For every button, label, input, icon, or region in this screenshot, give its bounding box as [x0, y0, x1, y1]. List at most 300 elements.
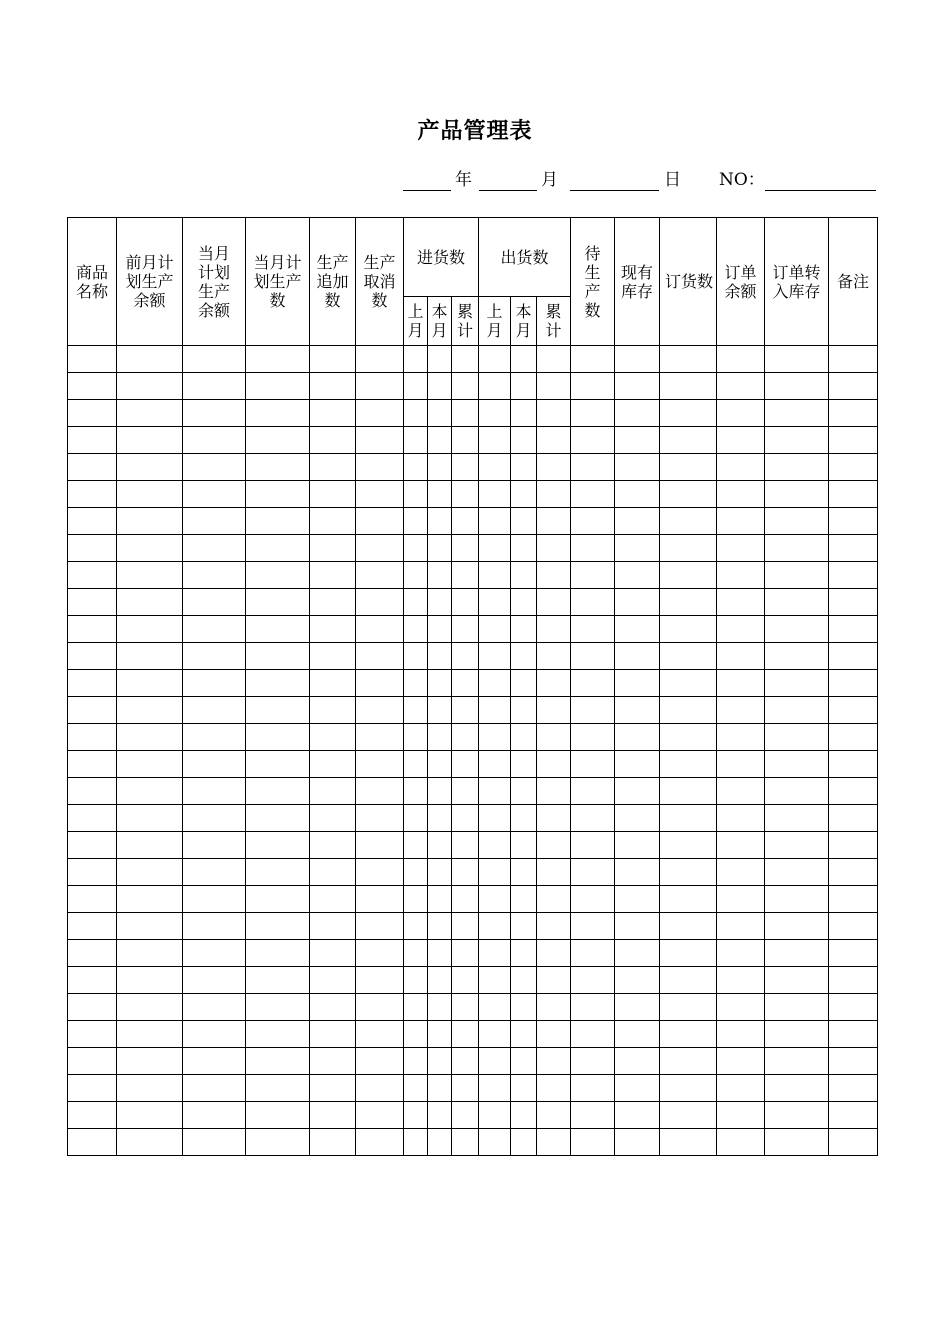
table-cell[interactable] — [615, 940, 660, 967]
table-cell[interactable] — [615, 589, 660, 616]
table-cell[interactable] — [310, 994, 356, 1021]
table-cell[interactable] — [571, 427, 615, 454]
table-cell[interactable] — [765, 670, 829, 697]
table-cell[interactable] — [615, 697, 660, 724]
table-cell[interactable] — [246, 616, 310, 643]
table-cell[interactable] — [310, 1021, 356, 1048]
table-cell[interactable] — [117, 832, 183, 859]
table-cell[interactable] — [117, 643, 183, 670]
table-cell[interactable] — [511, 886, 537, 913]
table-cell[interactable] — [717, 913, 765, 940]
table-cell[interactable] — [479, 1021, 511, 1048]
table-cell[interactable] — [615, 751, 660, 778]
table-cell[interactable] — [310, 589, 356, 616]
table-cell[interactable] — [117, 886, 183, 913]
table-cell[interactable] — [537, 859, 571, 886]
table-cell[interactable] — [310, 481, 356, 508]
table-cell[interactable] — [404, 994, 428, 1021]
table-cell[interactable] — [404, 589, 428, 616]
table-cell[interactable] — [571, 400, 615, 427]
table-cell[interactable] — [765, 616, 829, 643]
table-cell[interactable] — [310, 832, 356, 859]
table-cell[interactable] — [117, 778, 183, 805]
table-cell[interactable] — [537, 913, 571, 940]
table-cell[interactable] — [660, 751, 717, 778]
table-cell[interactable] — [571, 994, 615, 1021]
table-cell[interactable] — [452, 562, 479, 589]
table-cell[interactable] — [717, 886, 765, 913]
table-cell[interactable] — [68, 373, 117, 400]
table-cell[interactable] — [310, 616, 356, 643]
table-cell[interactable] — [404, 1129, 428, 1156]
table-cell[interactable] — [615, 1075, 660, 1102]
table-cell[interactable] — [717, 1021, 765, 1048]
table-cell[interactable] — [404, 346, 428, 373]
table-cell[interactable] — [356, 805, 404, 832]
table-cell[interactable] — [829, 859, 878, 886]
table-cell[interactable] — [615, 670, 660, 697]
table-cell[interactable] — [479, 346, 511, 373]
table-cell[interactable] — [404, 967, 428, 994]
table-cell[interactable] — [428, 643, 452, 670]
table-cell[interactable] — [246, 994, 310, 1021]
table-cell[interactable] — [537, 697, 571, 724]
table-cell[interactable] — [246, 1075, 310, 1102]
table-cell[interactable] — [511, 454, 537, 481]
table-cell[interactable] — [717, 508, 765, 535]
table-cell[interactable] — [356, 1075, 404, 1102]
table-cell[interactable] — [68, 859, 117, 886]
table-cell[interactable] — [765, 1075, 829, 1102]
table-cell[interactable] — [404, 1075, 428, 1102]
table-cell[interactable] — [117, 1102, 183, 1129]
table-cell[interactable] — [765, 589, 829, 616]
table-cell[interactable] — [537, 724, 571, 751]
table-cell[interactable] — [246, 562, 310, 589]
table-cell[interactable] — [479, 913, 511, 940]
table-cell[interactable] — [479, 670, 511, 697]
table-cell[interactable] — [68, 1102, 117, 1129]
table-cell[interactable] — [829, 373, 878, 400]
table-cell[interactable] — [117, 454, 183, 481]
table-cell[interactable] — [183, 616, 246, 643]
table-cell[interactable] — [717, 724, 765, 751]
table-cell[interactable] — [615, 913, 660, 940]
table-cell[interactable] — [68, 562, 117, 589]
table-cell[interactable] — [428, 454, 452, 481]
table-cell[interactable] — [428, 589, 452, 616]
table-cell[interactable] — [183, 508, 246, 535]
table-cell[interactable] — [571, 805, 615, 832]
table-cell[interactable] — [404, 697, 428, 724]
table-cell[interactable] — [717, 562, 765, 589]
table-cell[interactable] — [829, 697, 878, 724]
table-cell[interactable] — [537, 346, 571, 373]
table-cell[interactable] — [310, 1102, 356, 1129]
table-cell[interactable] — [68, 346, 117, 373]
table-cell[interactable] — [183, 886, 246, 913]
table-cell[interactable] — [117, 805, 183, 832]
table-cell[interactable] — [246, 751, 310, 778]
table-cell[interactable] — [660, 562, 717, 589]
table-cell[interactable] — [68, 454, 117, 481]
table-cell[interactable] — [183, 1021, 246, 1048]
table-cell[interactable] — [356, 994, 404, 1021]
table-cell[interactable] — [310, 454, 356, 481]
table-cell[interactable] — [511, 346, 537, 373]
table-cell[interactable] — [615, 805, 660, 832]
table-cell[interactable] — [428, 994, 452, 1021]
table-cell[interactable] — [511, 535, 537, 562]
table-cell[interactable] — [310, 859, 356, 886]
table-cell[interactable] — [428, 859, 452, 886]
table-cell[interactable] — [404, 940, 428, 967]
table-cell[interactable] — [511, 1048, 537, 1075]
table-cell[interactable] — [68, 670, 117, 697]
table-cell[interactable] — [404, 481, 428, 508]
table-cell[interactable] — [829, 967, 878, 994]
table-cell[interactable] — [117, 346, 183, 373]
table-cell[interactable] — [356, 1102, 404, 1129]
table-cell[interactable] — [660, 454, 717, 481]
table-cell[interactable] — [404, 535, 428, 562]
table-cell[interactable] — [428, 508, 452, 535]
table-cell[interactable] — [452, 805, 479, 832]
table-cell[interactable] — [452, 832, 479, 859]
table-cell[interactable] — [511, 724, 537, 751]
table-cell[interactable] — [537, 427, 571, 454]
table-cell[interactable] — [660, 967, 717, 994]
table-cell[interactable] — [479, 940, 511, 967]
month-field[interactable] — [479, 168, 537, 191]
table-cell[interactable] — [765, 967, 829, 994]
table-cell[interactable] — [765, 940, 829, 967]
table-cell[interactable] — [117, 859, 183, 886]
table-cell[interactable] — [246, 670, 310, 697]
table-cell[interactable] — [404, 859, 428, 886]
table-cell[interactable] — [571, 346, 615, 373]
table-cell[interactable] — [428, 967, 452, 994]
table-cell[interactable] — [571, 859, 615, 886]
table-cell[interactable] — [660, 1075, 717, 1102]
table-cell[interactable] — [68, 1075, 117, 1102]
table-cell[interactable] — [615, 427, 660, 454]
table-cell[interactable] — [183, 1048, 246, 1075]
table-cell[interactable] — [829, 508, 878, 535]
table-cell[interactable] — [660, 859, 717, 886]
table-cell[interactable] — [479, 643, 511, 670]
table-cell[interactable] — [183, 346, 246, 373]
table-cell[interactable] — [310, 643, 356, 670]
table-cell[interactable] — [717, 373, 765, 400]
table-cell[interactable] — [660, 697, 717, 724]
table-cell[interactable] — [717, 643, 765, 670]
table-cell[interactable] — [356, 346, 404, 373]
table-cell[interactable] — [68, 1129, 117, 1156]
table-cell[interactable] — [68, 643, 117, 670]
table-cell[interactable] — [428, 346, 452, 373]
table-cell[interactable] — [829, 454, 878, 481]
table-cell[interactable] — [428, 778, 452, 805]
table-cell[interactable] — [310, 913, 356, 940]
table-cell[interactable] — [356, 400, 404, 427]
table-cell[interactable] — [246, 535, 310, 562]
table-cell[interactable] — [571, 1102, 615, 1129]
table-cell[interactable] — [246, 724, 310, 751]
table-cell[interactable] — [452, 670, 479, 697]
table-cell[interactable] — [404, 454, 428, 481]
table-cell[interactable] — [829, 1075, 878, 1102]
table-cell[interactable] — [68, 400, 117, 427]
table-cell[interactable] — [356, 940, 404, 967]
table-cell[interactable] — [479, 1075, 511, 1102]
table-cell[interactable] — [310, 346, 356, 373]
table-cell[interactable] — [68, 994, 117, 1021]
table-cell[interactable] — [511, 859, 537, 886]
table-cell[interactable] — [571, 832, 615, 859]
table-cell[interactable] — [428, 562, 452, 589]
table-cell[interactable] — [765, 751, 829, 778]
table-cell[interactable] — [404, 670, 428, 697]
table-cell[interactable] — [717, 670, 765, 697]
table-cell[interactable] — [765, 1129, 829, 1156]
table-cell[interactable] — [765, 913, 829, 940]
table-cell[interactable] — [765, 832, 829, 859]
table-cell[interactable] — [452, 535, 479, 562]
table-cell[interactable] — [68, 751, 117, 778]
table-cell[interactable] — [511, 1021, 537, 1048]
table-cell[interactable] — [404, 562, 428, 589]
table-cell[interactable] — [68, 1021, 117, 1048]
table-cell[interactable] — [117, 1048, 183, 1075]
table-cell[interactable] — [765, 886, 829, 913]
table-cell[interactable] — [511, 967, 537, 994]
table-cell[interactable] — [660, 913, 717, 940]
table-cell[interactable] — [765, 697, 829, 724]
table-cell[interactable] — [571, 454, 615, 481]
table-cell[interactable] — [660, 643, 717, 670]
table-cell[interactable] — [452, 481, 479, 508]
table-cell[interactable] — [246, 400, 310, 427]
table-cell[interactable] — [615, 1048, 660, 1075]
table-cell[interactable] — [511, 1075, 537, 1102]
table-cell[interactable] — [537, 994, 571, 1021]
table-cell[interactable] — [511, 751, 537, 778]
table-cell[interactable] — [68, 832, 117, 859]
table-cell[interactable] — [356, 427, 404, 454]
table-cell[interactable] — [571, 562, 615, 589]
table-cell[interactable] — [479, 832, 511, 859]
table-cell[interactable] — [537, 1129, 571, 1156]
table-cell[interactable] — [829, 643, 878, 670]
table-cell[interactable] — [356, 751, 404, 778]
table-cell[interactable] — [356, 481, 404, 508]
table-cell[interactable] — [117, 967, 183, 994]
table-cell[interactable] — [537, 562, 571, 589]
table-cell[interactable] — [452, 913, 479, 940]
table-cell[interactable] — [452, 886, 479, 913]
table-cell[interactable] — [511, 508, 537, 535]
table-cell[interactable] — [183, 670, 246, 697]
table-cell[interactable] — [183, 859, 246, 886]
table-cell[interactable] — [68, 616, 117, 643]
table-cell[interactable] — [829, 994, 878, 1021]
table-cell[interactable] — [452, 616, 479, 643]
table-cell[interactable] — [660, 940, 717, 967]
table-cell[interactable] — [479, 400, 511, 427]
table-cell[interactable] — [117, 589, 183, 616]
table-cell[interactable] — [660, 1021, 717, 1048]
table-cell[interactable] — [183, 1129, 246, 1156]
table-cell[interactable] — [479, 1129, 511, 1156]
table-cell[interactable] — [183, 400, 246, 427]
table-cell[interactable] — [829, 832, 878, 859]
table-cell[interactable] — [829, 616, 878, 643]
table-cell[interactable] — [717, 616, 765, 643]
table-cell[interactable] — [68, 805, 117, 832]
table-cell[interactable] — [765, 994, 829, 1021]
table-cell[interactable] — [428, 832, 452, 859]
table-cell[interactable] — [571, 373, 615, 400]
table-cell[interactable] — [356, 643, 404, 670]
table-cell[interactable] — [452, 643, 479, 670]
table-cell[interactable] — [183, 427, 246, 454]
table-cell[interactable] — [404, 1048, 428, 1075]
table-cell[interactable] — [117, 508, 183, 535]
table-cell[interactable] — [829, 940, 878, 967]
table-cell[interactable] — [615, 832, 660, 859]
table-cell[interactable] — [829, 427, 878, 454]
table-cell[interactable] — [68, 481, 117, 508]
table-cell[interactable] — [452, 427, 479, 454]
table-cell[interactable] — [428, 427, 452, 454]
table-cell[interactable] — [183, 373, 246, 400]
table-cell[interactable] — [829, 1021, 878, 1048]
table-cell[interactable] — [571, 670, 615, 697]
table-cell[interactable] — [660, 994, 717, 1021]
table-cell[interactable] — [246, 697, 310, 724]
table-cell[interactable] — [511, 643, 537, 670]
table-cell[interactable] — [428, 616, 452, 643]
table-cell[interactable] — [117, 535, 183, 562]
table-cell[interactable] — [356, 697, 404, 724]
table-cell[interactable] — [452, 400, 479, 427]
table-cell[interactable] — [117, 697, 183, 724]
table-cell[interactable] — [356, 535, 404, 562]
table-cell[interactable] — [537, 454, 571, 481]
table-cell[interactable] — [404, 886, 428, 913]
table-cell[interactable] — [428, 400, 452, 427]
table-cell[interactable] — [660, 400, 717, 427]
table-cell[interactable] — [310, 1129, 356, 1156]
table-cell[interactable] — [310, 400, 356, 427]
table-cell[interactable] — [356, 886, 404, 913]
table-cell[interactable] — [183, 643, 246, 670]
table-cell[interactable] — [404, 400, 428, 427]
table-cell[interactable] — [68, 589, 117, 616]
table-cell[interactable] — [452, 373, 479, 400]
table-cell[interactable] — [571, 1075, 615, 1102]
table-cell[interactable] — [479, 805, 511, 832]
table-cell[interactable] — [183, 994, 246, 1021]
table-cell[interactable] — [511, 832, 537, 859]
table-cell[interactable] — [829, 778, 878, 805]
table-cell[interactable] — [717, 535, 765, 562]
table-cell[interactable] — [428, 886, 452, 913]
table-cell[interactable] — [452, 346, 479, 373]
table-cell[interactable] — [356, 670, 404, 697]
table-cell[interactable] — [246, 481, 310, 508]
table-cell[interactable] — [428, 1129, 452, 1156]
table-cell[interactable] — [829, 562, 878, 589]
table-cell[interactable] — [615, 400, 660, 427]
table-cell[interactable] — [660, 535, 717, 562]
table-cell[interactable] — [829, 535, 878, 562]
table-cell[interactable] — [765, 1102, 829, 1129]
table-cell[interactable] — [571, 589, 615, 616]
table-cell[interactable] — [571, 724, 615, 751]
table-cell[interactable] — [452, 1129, 479, 1156]
table-cell[interactable] — [615, 967, 660, 994]
table-cell[interactable] — [537, 1102, 571, 1129]
table-cell[interactable] — [615, 643, 660, 670]
table-cell[interactable] — [310, 697, 356, 724]
table-cell[interactable] — [310, 724, 356, 751]
table-cell[interactable] — [537, 481, 571, 508]
table-cell[interactable] — [511, 1129, 537, 1156]
table-cell[interactable] — [356, 454, 404, 481]
table-cell[interactable] — [310, 940, 356, 967]
table-cell[interactable] — [246, 427, 310, 454]
table-cell[interactable] — [356, 913, 404, 940]
table-cell[interactable] — [537, 508, 571, 535]
table-cell[interactable] — [765, 805, 829, 832]
table-cell[interactable] — [404, 643, 428, 670]
table-cell[interactable] — [479, 1048, 511, 1075]
table-cell[interactable] — [660, 1102, 717, 1129]
table-cell[interactable] — [183, 724, 246, 751]
table-cell[interactable] — [537, 967, 571, 994]
table-cell[interactable] — [183, 562, 246, 589]
table-cell[interactable] — [511, 913, 537, 940]
table-cell[interactable] — [660, 1129, 717, 1156]
table-cell[interactable] — [479, 994, 511, 1021]
table-cell[interactable] — [615, 454, 660, 481]
table-cell[interactable] — [117, 400, 183, 427]
table-cell[interactable] — [452, 1075, 479, 1102]
table-cell[interactable] — [571, 643, 615, 670]
table-cell[interactable] — [479, 481, 511, 508]
table-cell[interactable] — [615, 616, 660, 643]
table-cell[interactable] — [571, 940, 615, 967]
table-cell[interactable] — [571, 481, 615, 508]
table-cell[interactable] — [660, 616, 717, 643]
table-cell[interactable] — [571, 886, 615, 913]
table-cell[interactable] — [717, 751, 765, 778]
table-cell[interactable] — [356, 1129, 404, 1156]
table-cell[interactable] — [356, 1048, 404, 1075]
table-cell[interactable] — [511, 427, 537, 454]
table-cell[interactable] — [356, 967, 404, 994]
table-cell[interactable] — [479, 751, 511, 778]
table-cell[interactable] — [246, 373, 310, 400]
table-cell[interactable] — [765, 454, 829, 481]
table-cell[interactable] — [571, 778, 615, 805]
table-cell[interactable] — [717, 1048, 765, 1075]
table-cell[interactable] — [660, 724, 717, 751]
table-cell[interactable] — [310, 751, 356, 778]
table-cell[interactable] — [117, 562, 183, 589]
